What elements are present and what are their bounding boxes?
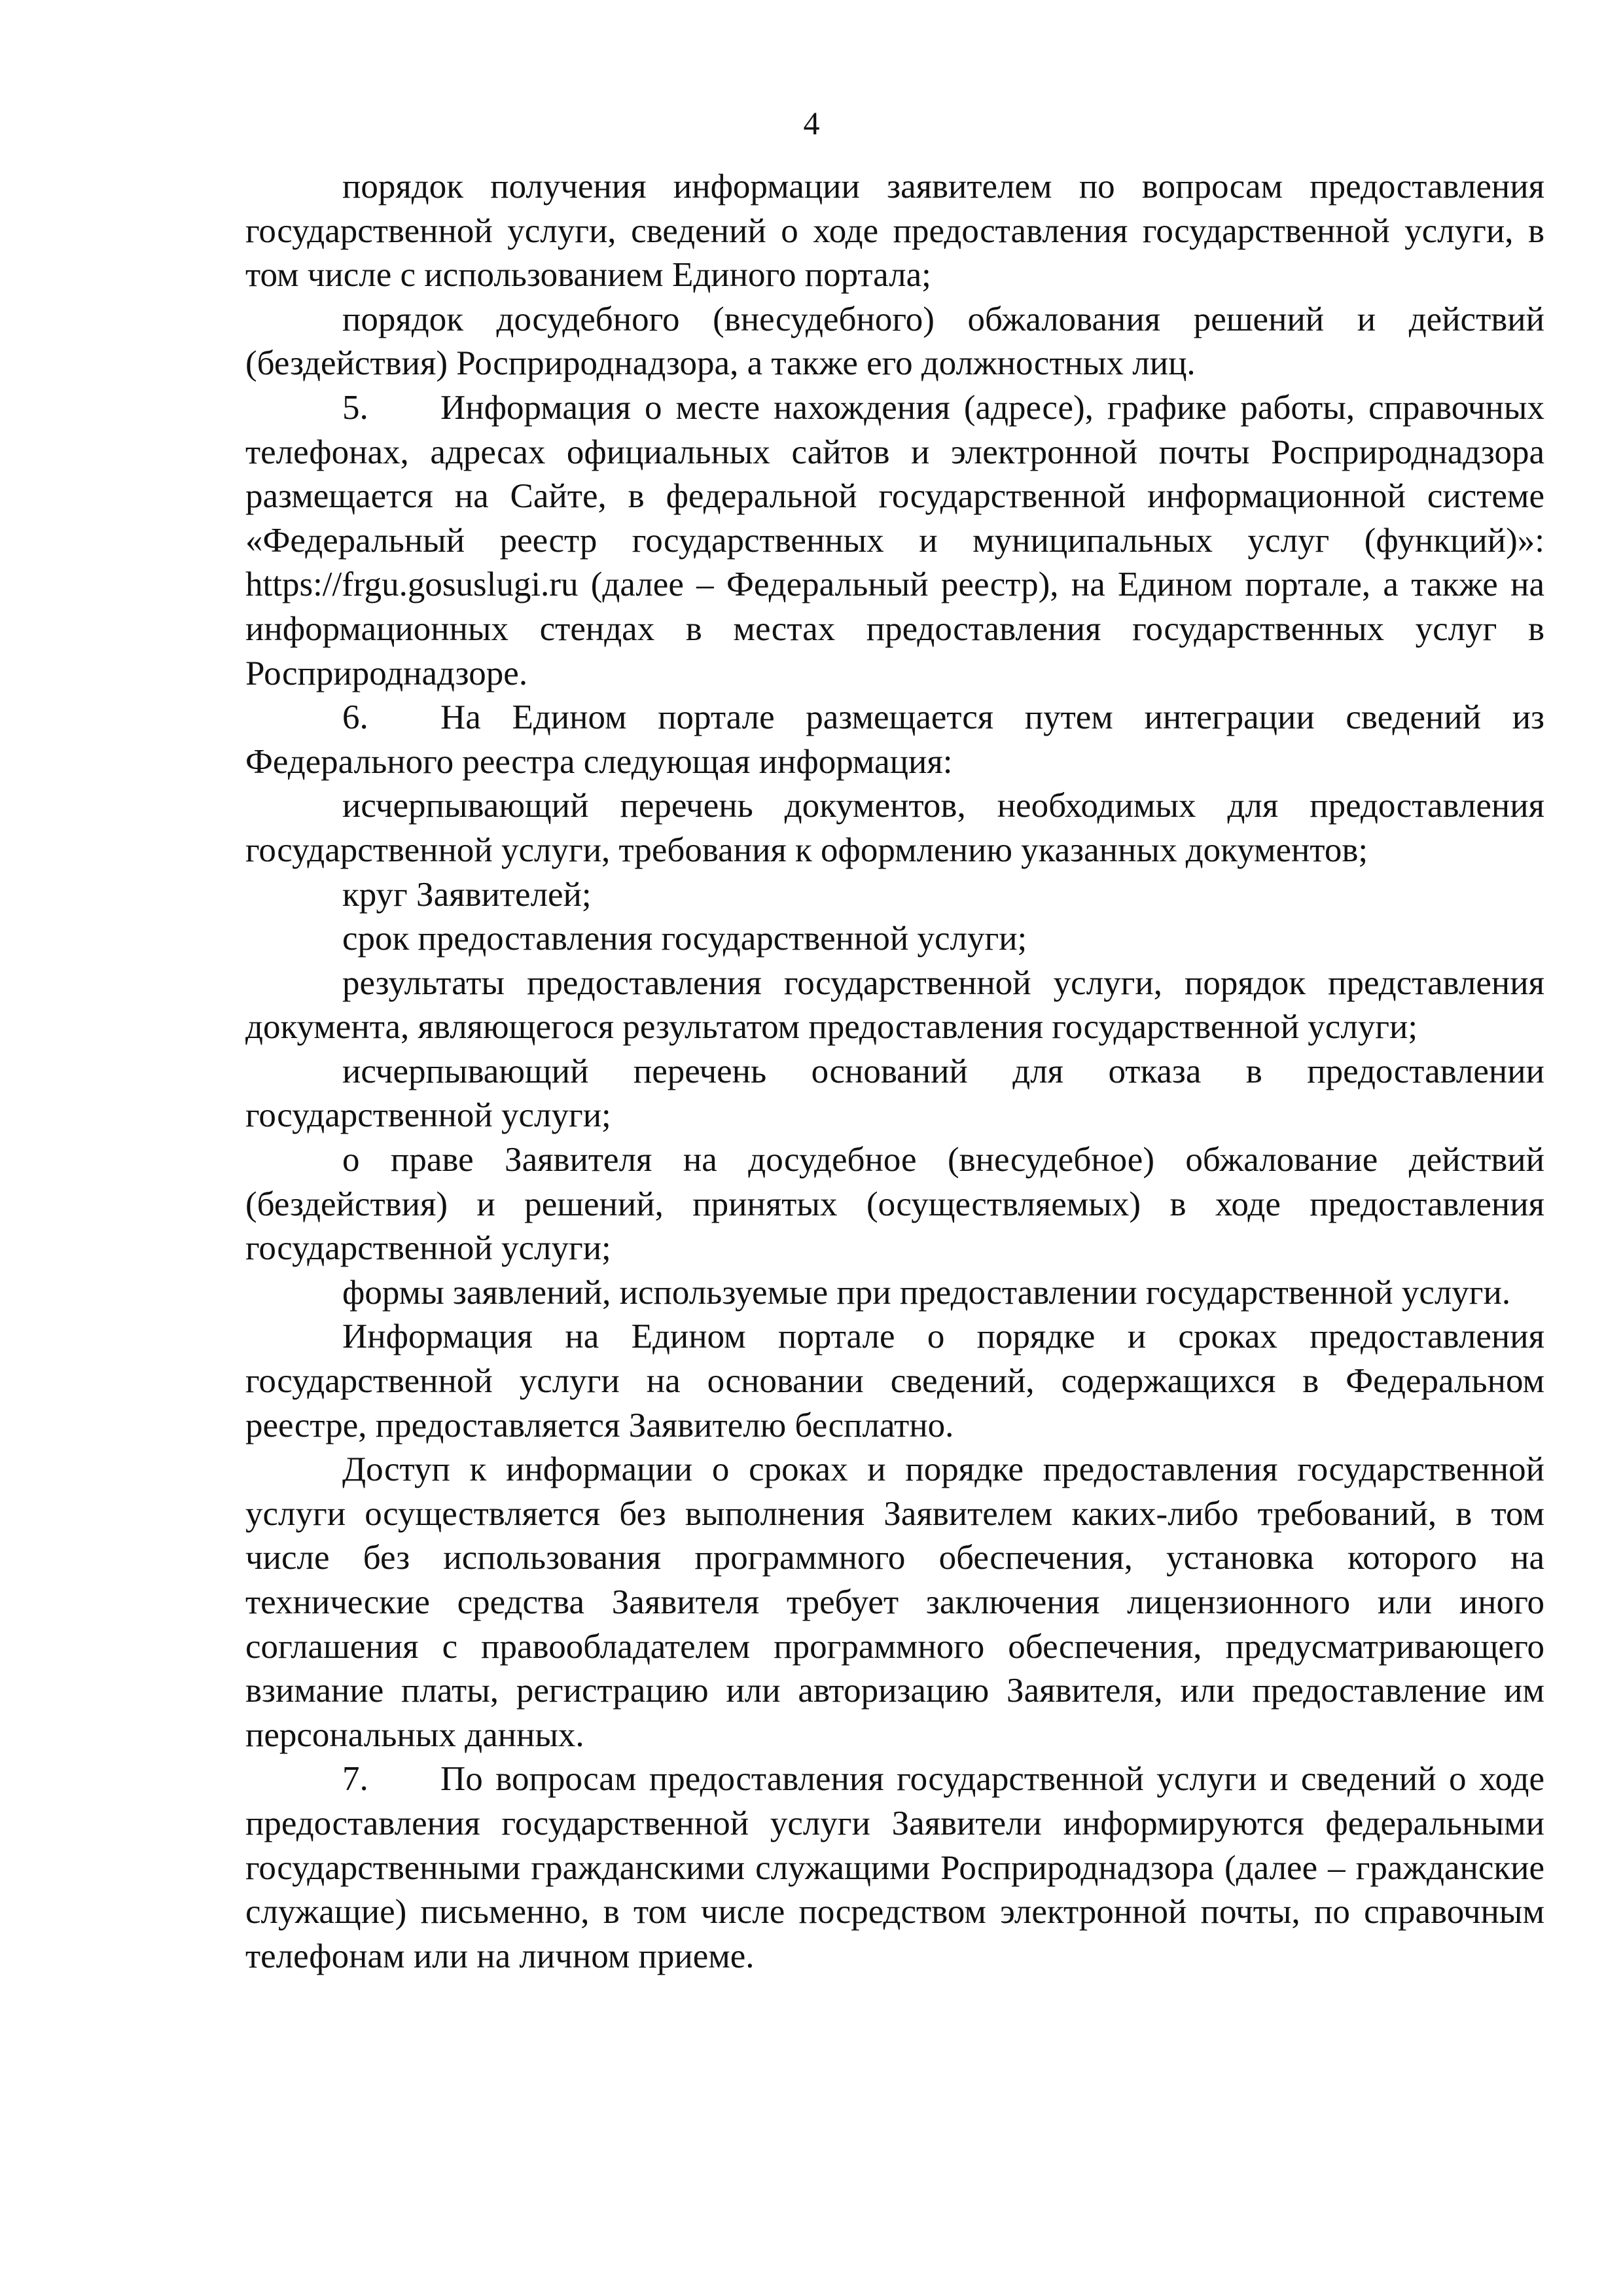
list-item-applicants — [245, 873, 1544, 918]
paragraph-appeal-procedure — [245, 298, 1544, 386]
list-item-refusal-grounds — [245, 1050, 1544, 1138]
item-number: 5. — [342, 388, 368, 427]
list-item-appeal-right — [245, 1138, 1544, 1271]
paragraph-text: По вопросам предоставления государственной услуги и сведений о ходе предоставления государственной услуги Заявители информируются федеральными государственными гражданскими служащими Росприроднадзора (далее – гражданские служащие) письменно, в том числе посредством электронной почты, по справочным телефонам или на личном приеме. — [245, 1760, 1544, 1975]
paragraph-free-info — [245, 1315, 1544, 1448]
paragraph-text: порядок досудебного (внесудебного) обжалования решений и действий (бездействия) Росприроднадзора, а также его должностных лиц. — [245, 300, 1544, 383]
paragraph-text: результаты предоставления государственной услуги, порядок представления документа, являющегося результатом предоставления государственной услуги; — [245, 963, 1544, 1047]
paragraph-text: круг Заявителей; — [342, 875, 592, 914]
paragraph-item-6 — [245, 696, 1544, 784]
paragraph-info-procedure — [245, 165, 1544, 298]
paragraph-text: формы заявлений, используемые при предоставлении государственной услуги. — [342, 1273, 1511, 1312]
page-number: 4 — [803, 105, 820, 141]
paragraph-text: На Едином портале размещается путем интеграции сведений из Федерального реестра следующая информация: — [245, 698, 1544, 781]
paragraph-text: Информация на Едином портале о порядке и сроках предоставления государственной услуги на основании сведений, содержащихся в Федеральном реестре, предоставляется Заявителю бесплатно. — [245, 1318, 1544, 1444]
list-item-documents — [245, 784, 1544, 872]
paragraph-text: о праве Заявителя на досудебное (внесудебное) обжалование действий (бездействия) и решений, принятых (осуществляемых) в ходе предоставления государственной услуги; — [245, 1141, 1544, 1268]
paragraph-item-7 — [245, 1757, 1544, 1979]
paragraph-text: срок предоставления государственной услуги; — [342, 920, 1027, 958]
paragraph-text: Информация о месте нахождения (адресе), графике работы, справочных телефонах, адресах официальных сайтов и электронной почты Росприроднадзора размещается на Сайте, в федеральной государственной информационной системе «Федеральный реестр государственных и муниципальных услуг (функций)»: https://frgu.gosuslugi.ru (далее – Федеральный реестр), на Едином портале, а также на информационных стендах в местах предоставления государственных услуг в Росприроднадзоре. — [245, 388, 1544, 692]
list-item-results — [245, 961, 1544, 1050]
document-body — [245, 165, 1544, 1979]
paragraph-text: Доступ к информации о сроках и порядке предоставления государственной услуги осуществляется без выполнения Заявителем каких-либо требований, в том числе без использования программного обеспечения, установка которого на технические средства Заявителя требует заключения лицензионного или иного соглашения с правообладателем программного обеспечения, предусматривающего взимание платы, регистрацию или авторизацию Заявителя, или предоставление им персональных данных. — [245, 1450, 1544, 1754]
paragraph-text: исчерпывающий перечень оснований для отказа в предоставлении государственной услуги; — [245, 1052, 1544, 1135]
paragraph-text: порядок получения информации заявителем по вопросам предоставления государственной услуги, сведений о ходе предоставления государственной услуги, в том числе с использованием Единого портала; — [245, 168, 1544, 295]
paragraph-access-info — [245, 1448, 1544, 1757]
list-item-application-forms — [245, 1271, 1544, 1316]
item-number: 6. — [342, 698, 368, 737]
list-item-term — [245, 917, 1544, 961]
item-number: 7. — [342, 1760, 368, 1799]
paragraph-text: исчерпывающий перечень документов, необходимых для предоставления государственной услуги, требования к оформлению указанных документов; — [245, 787, 1544, 869]
paragraph-item-5 — [245, 386, 1544, 696]
